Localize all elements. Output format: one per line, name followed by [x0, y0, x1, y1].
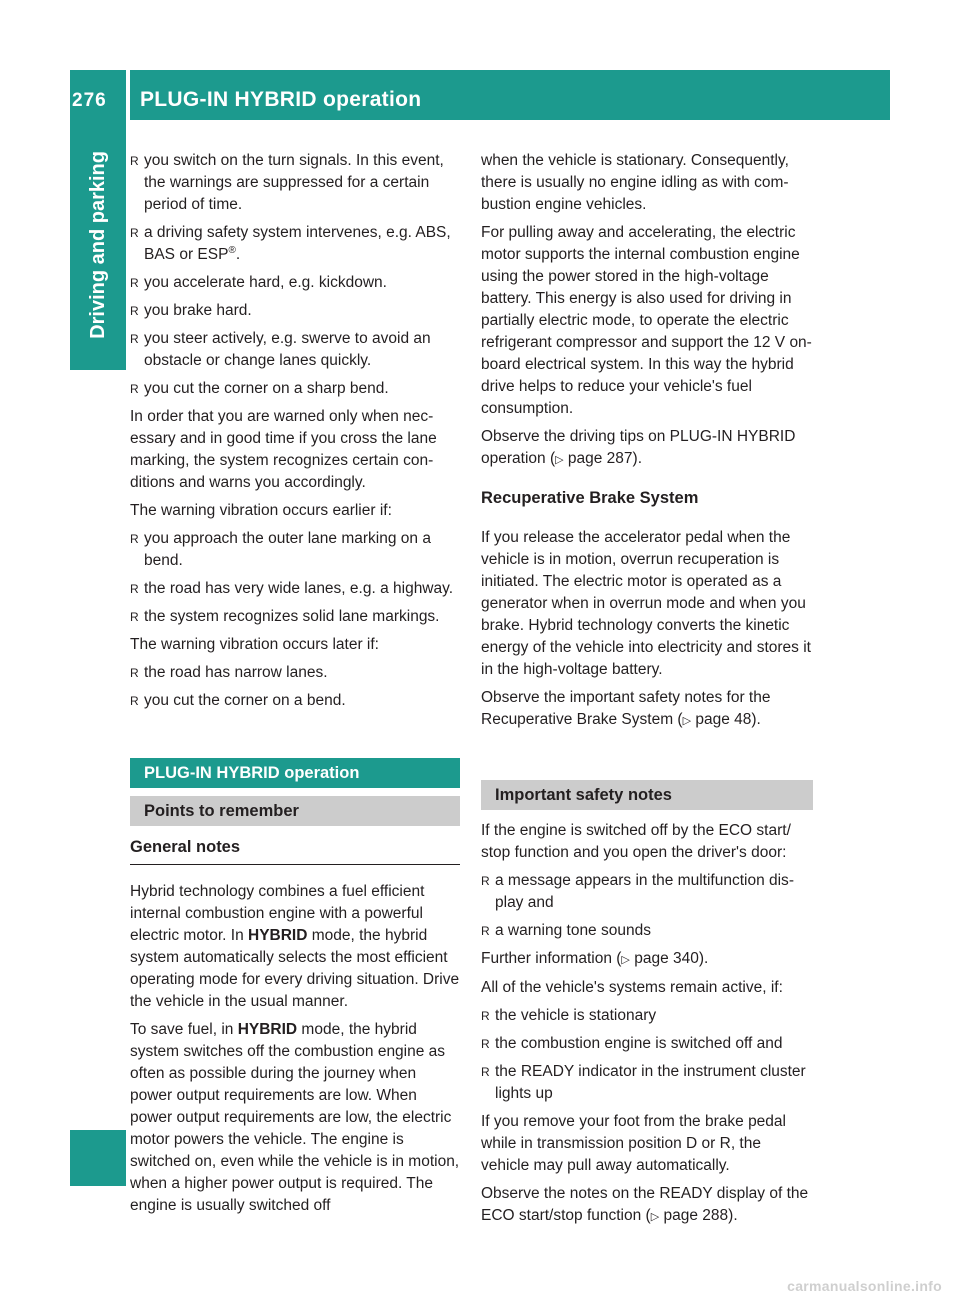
bullet-icon: R [130, 332, 139, 346]
bullet-icon: R [130, 666, 139, 680]
hybrid-mode-label: HYBRID [237, 1021, 298, 1038]
list-item: R you accelerate hard, e.g. kickdown. [130, 272, 460, 294]
list-item: R you approach the outer lane marking on a bend. [130, 530, 431, 569]
page-ref-arrow-icon: ▷ [555, 454, 564, 466]
list-item: R you cut the corner on a bend. [130, 690, 460, 712]
bullet-icon: R [481, 1037, 490, 1051]
bullet-icon: R [481, 1009, 490, 1023]
bullet-list-door [481, 870, 813, 942]
sub-heading-recuperative: Recuperative Brake System [481, 489, 699, 507]
page-reference-link[interactable]: page 288 [663, 1207, 729, 1224]
page-reference-link[interactable]: page 340 [634, 950, 699, 967]
page-reference-link[interactable]: page 287 [567, 450, 633, 467]
bullet-list-top [130, 150, 460, 400]
paragraph-stationary: when the vehicle is stationary. Consequently, there is usually no engine idling as with combustion engine vehicles. [481, 152, 789, 213]
bullet-icon: R [130, 694, 139, 708]
list-item: R the combustion engine is switched off and [481, 1033, 813, 1055]
paragraph-recuperation-safety: Observe the important safety notes for the Recuperative Brake System (▷ page 48). [481, 689, 771, 728]
paragraph-pulling-away: For pulling away and accelerating, the electric motor supports the internal combustion engine using the power stored in the high-voltage battery. This energy is also used for driving in partially electric mode, to operate the electric refrigerant compressor and support the 12 V on-board electrical system. In this way the hybrid drive helps to reduce your vehicle's fuel consumption. [481, 224, 812, 417]
list-item: R you brake hard. [130, 300, 460, 322]
bullet-icon: R [130, 226, 139, 240]
list-item: R you switch on the turn signals. In this event, the warnings are suppressed for a certain period of time. [130, 152, 444, 213]
page-title: PLUG-IN HYBRID operation [140, 88, 422, 111]
paragraph-further-info: Further information (▷ page 340). [481, 950, 709, 967]
page-number: 276 [72, 90, 107, 111]
bullet-list-earlier [130, 528, 460, 628]
section-heading-safety-notes: Important safety notes [481, 780, 813, 810]
side-tab-label: Driving and parking [86, 151, 109, 339]
list-item: R the system recognizes solid lane markings. [130, 606, 460, 628]
page-ref-arrow-icon: ▷ [682, 715, 692, 727]
list-item: R a driving safety system intervenes, e.g. ABS, BAS or ESP®. [130, 224, 451, 263]
paragraph-hybrid-technology: Hybrid technology combines a fuel efficient internal combustion engine with a powerful electric motor. In HYBRID mode, the hybrid system automatically selects the most efficient operating mode for every driving situation. Drive the vehicle in the usual manner. [130, 883, 460, 1010]
earlier-label: The warning vibration occurs earlier if: [130, 502, 392, 519]
page-reference-link[interactable]: page 48 [695, 711, 752, 728]
side-tab-text-box [70, 120, 126, 370]
paragraph-ready-display: Observe the notes on the READY display of the ECO start/stop function (▷ page 288). [481, 1185, 809, 1224]
registered-mark: ® [228, 244, 236, 256]
paragraph-recuperation: If you release the accelerator pedal when the vehicle is in motion, overrun recuperation is initiated. The electric motor is operated as a generator when in overrun mode and when you brake. Hybrid technology converts the kinetic energy of the vehicle into electricity and stores it in the high-voltage battery. [481, 529, 811, 678]
paragraph-warning-conditions: In order that you are warned only when necessary and in good time if you cross the lane marking, the system recognizes certain conditions and warns you accordingly. [130, 408, 437, 491]
bullet-icon: R [481, 1065, 490, 1079]
bullet-list-active [481, 1005, 813, 1105]
page-ref-arrow-icon: ▷ [650, 1211, 660, 1223]
list-item: R the vehicle is stationary [481, 1005, 813, 1027]
right-column [481, 150, 813, 1234]
paragraph-driving-tips: Observe the driving tips on PLUG-IN HYBRID operation (▷ page 287). [481, 428, 796, 467]
list-item: R you cut the corner on a sharp bend. [130, 378, 460, 400]
bullet-list-later [130, 662, 460, 712]
list-item: R you steer actively, e.g. swerve to avoid an obstacle or change lanes quickly. [130, 330, 431, 369]
hybrid-mode-label: HYBRID [248, 927, 308, 944]
paragraph-eco-door: If the engine is switched off by the ECO start/ stop function and you open the driver's door: [481, 822, 791, 861]
bullet-icon: R [130, 276, 139, 290]
later-label: The warning vibration occurs later if: [130, 636, 379, 653]
bullet-icon: R [130, 532, 139, 546]
header-divider [126, 70, 130, 120]
list-item: R a warning tone sounds [481, 920, 813, 942]
list-item: R a message appears in the multifunction display and [481, 872, 794, 911]
page-ref-arrow-icon: ▷ [621, 954, 630, 966]
section-heading-plugin-hybrid: PLUG-IN HYBRID operation [130, 758, 460, 788]
paragraph-save-fuel: To save fuel, in HYBRID mode, the hybrid system switches off the combustion engine as often as possible during the journey when power output requirements are low. When power output requirements are low, the electric motor powers the vehicle. The engine is switched on, even while the vehicle is in motion, when a higher power output is required. The engine is usually switched off [130, 1021, 460, 1214]
bullet-icon: R [130, 582, 139, 596]
watermark: carmanualsonline.info [787, 1278, 942, 1294]
list-item: R the road has very wide lanes, e.g. a highway. [130, 578, 460, 600]
side-tab-marker [70, 1130, 126, 1186]
bullet-icon: R [130, 304, 139, 318]
bullet-icon: R [481, 924, 490, 938]
bullet-icon: R [130, 154, 139, 168]
bullet-icon: R [130, 610, 139, 624]
sub-heading-general-notes: General notes [130, 836, 460, 865]
list-item: R the road has narrow lanes. [130, 662, 460, 684]
section-heading-points: Points to remember [130, 796, 460, 826]
bullet-icon: R [481, 874, 490, 888]
list-item: R the READY indicator in the instrument cluster lights up [481, 1063, 806, 1102]
paragraph-brake-pedal: If you remove your foot from the brake pedal while in transmission position D or R, the vehicle may pull away automatically. [481, 1113, 786, 1174]
active-label: All of the vehicle's systems remain active, if: [481, 979, 783, 996]
left-column [130, 150, 460, 1223]
bullet-icon: R [130, 382, 139, 396]
